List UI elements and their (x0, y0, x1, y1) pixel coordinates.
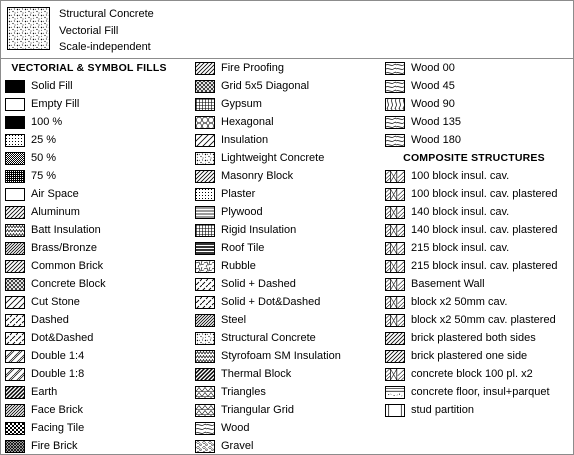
fill-item-label: Gypsum (221, 98, 262, 110)
fill-item-label: Facing Tile (31, 422, 85, 434)
fill-item-140-block-insul-cav[interactable] (384, 203, 574, 221)
fill-item-label: Common Brick (31, 260, 104, 272)
fill-swatch-icon (195, 188, 215, 201)
fill-item-label: Empty Fill (31, 98, 80, 110)
fill-swatch-icon (385, 314, 405, 327)
fill-swatch-icon (385, 224, 405, 237)
fill-item-face-brick[interactable] (4, 401, 194, 419)
fill-swatch-icon (195, 62, 215, 75)
fill-swatch-icon (5, 80, 25, 93)
fill-item-100-block-insul-cav-plastered[interactable] (384, 185, 574, 203)
fill-swatch-icon (195, 440, 215, 453)
fill-item-brick-plastered-one-side[interactable] (384, 347, 574, 365)
fill-item-label: Triangles (221, 386, 266, 398)
fill-item-label: Solid Fill (31, 80, 73, 92)
fill-item-solid-dot-dashed[interactable] (194, 293, 384, 311)
fill-item-dashed[interactable] (4, 311, 194, 329)
fill-item-rigid-insulation[interactable] (194, 221, 384, 239)
fill-item-concrete-block[interactable] (4, 275, 194, 293)
fill-item-50[interactable] (4, 149, 194, 167)
fill-item-label: Grid 5x5 Diagonal (221, 80, 310, 92)
fill-item-label: 215 block insul. cav. plastered (411, 260, 558, 272)
fill-item-label: Wood (221, 422, 250, 434)
fill-item-label: Wood 00 (411, 62, 455, 74)
fill-item-label: Face Brick (31, 404, 83, 416)
fill-item-label: Batt Insulation (31, 224, 101, 236)
fill-swatch-icon (195, 224, 215, 237)
fill-swatch-icon (195, 350, 215, 363)
fill-swatch-icon (195, 152, 215, 165)
fill-swatch-icon (195, 314, 215, 327)
fill-swatch-icon (385, 62, 405, 75)
composite-structures-header: COMPOSITE STRUCTURES (403, 152, 545, 164)
fill-item-fire-proofing[interactable] (194, 59, 384, 77)
preview-fill-type: Vectorial Fill (59, 24, 119, 37)
fill-swatch-icon (385, 296, 405, 309)
fill-item-wood-180[interactable] (384, 131, 574, 149)
fill-item-label: Gravel (221, 440, 254, 452)
preview-fill-name: Structural Concrete (59, 8, 154, 20)
fill-swatch-icon (385, 80, 405, 93)
fill-item-label: Dashed (31, 314, 69, 326)
fill-item-steel[interactable] (194, 311, 384, 329)
fill-item-label: Cut Stone (31, 296, 80, 308)
fill-item-label: 215 block insul. cav. (411, 242, 510, 254)
fill-item-label: Air Space (31, 188, 79, 200)
fill-item-label: Solid + Dot&Dashed (221, 296, 321, 308)
fill-column-2 (194, 59, 384, 455)
fill-swatch-icon (385, 386, 405, 399)
fill-item-label: Plaster (221, 188, 256, 200)
fill-item-solid-dashed[interactable] (194, 275, 384, 293)
fill-swatch-icon (195, 170, 215, 183)
fill-item-wood[interactable] (194, 419, 384, 437)
fill-item-rubble[interactable] (194, 257, 384, 275)
fill-swatch-icon (195, 116, 215, 129)
fill-swatch-icon (5, 386, 25, 399)
fill-swatch-icon (195, 80, 215, 93)
fill-swatch-icon (5, 368, 25, 381)
fill-swatch-icon (385, 332, 405, 345)
fill-item-label: 100 block insul. cav. plastered (411, 188, 558, 200)
fill-item-thermal-block[interactable] (194, 365, 384, 383)
fill-item-double-1-8[interactable] (4, 365, 194, 383)
fill-swatch-icon (5, 260, 25, 273)
fill-swatch-icon (385, 404, 405, 417)
fill-item-label: concrete floor, insul+parquet (411, 386, 550, 398)
fill-item-label: Solid + Dashed (221, 278, 296, 290)
fill-item-label: block x2 50mm cav. (411, 296, 508, 308)
fill-swatch-icon (195, 296, 215, 309)
fill-swatch-icon (5, 224, 25, 237)
fill-column-3 (384, 59, 574, 419)
fill-item-gypsum[interactable] (194, 95, 384, 113)
fill-swatch-icon (195, 368, 215, 381)
fill-item-label: Dot&Dashed (31, 332, 94, 344)
fill-item-label: Thermal Block (221, 368, 292, 380)
fill-item-earth[interactable] (4, 383, 194, 401)
fill-item-fire-brick[interactable] (4, 437, 194, 455)
vectorial-fills-header: VECTORIAL & SYMBOL FILLS (11, 62, 167, 74)
fill-swatch-icon (385, 206, 405, 219)
fill-item-dot-dashed[interactable] (4, 329, 194, 347)
fill-item-masonry-block[interactable] (194, 167, 384, 185)
fill-swatch-icon (385, 188, 405, 201)
fill-swatch-icon (195, 278, 215, 291)
fill-item-215-block-insul-cav-plastered[interactable] (384, 257, 574, 275)
fill-item-air-space[interactable] (4, 185, 194, 203)
fill-item-wood-45[interactable] (384, 77, 574, 95)
fill-item-double-1-4[interactable] (4, 347, 194, 365)
fill-item-insulation[interactable] (194, 131, 384, 149)
fill-item-100[interactable] (4, 113, 194, 131)
fill-swatch-icon (385, 350, 405, 363)
fill-item-styrofoam-sm-insulation[interactable] (194, 347, 384, 365)
fill-swatch-icon (385, 368, 405, 381)
fill-swatch-icon (5, 314, 25, 327)
fill-swatch-icon (195, 206, 215, 219)
fill-item-label: 50 % (31, 152, 57, 164)
fill-item-label: Wood 90 (411, 98, 455, 110)
fill-swatch-icon (5, 98, 25, 111)
fill-item-label: Roof Tile (221, 242, 265, 254)
fill-item-label: 100 % (31, 116, 63, 128)
fill-item-brass-bronze[interactable] (4, 239, 194, 257)
fill-item-label: brick plastered one side (411, 350, 528, 362)
fill-item-label: 100 block insul. cav. (411, 170, 510, 182)
preview-fill-scale: Scale-independent (59, 41, 151, 53)
fill-swatch-icon (5, 188, 25, 201)
fill-item-triangular-grid[interactable] (194, 401, 384, 419)
fill-item-100-block-insul-cav[interactable] (384, 167, 574, 185)
fill-swatch-icon (5, 296, 25, 309)
fill-item-75[interactable] (4, 167, 194, 185)
fill-item-215-block-insul-cav[interactable] (384, 239, 574, 257)
fill-item-label: Wood 180 (411, 134, 461, 146)
fill-item-plywood[interactable] (194, 203, 384, 221)
fill-item-label: Hexagonal (221, 116, 274, 128)
fill-item-roof-tile[interactable] (194, 239, 384, 257)
fill-item-label: 75 % (31, 170, 57, 182)
fill-item-label: Plywood (221, 206, 263, 218)
fill-swatch-icon (5, 332, 25, 345)
preview-swatch (7, 7, 50, 50)
fill-item-block-x2-50mm-cav-plastered[interactable] (384, 311, 574, 329)
fill-item-wood-00[interactable] (384, 59, 574, 77)
fill-item-plaster[interactable] (194, 185, 384, 203)
fill-item-label: Styrofoam SM Insulation (221, 350, 341, 362)
fill-swatch-icon (385, 98, 405, 111)
fill-swatch-icon (5, 152, 25, 165)
fill-item-label: Lightweight Concrete (221, 152, 325, 164)
fill-item-common-brick[interactable] (4, 257, 194, 275)
fill-item-wood-90[interactable] (384, 95, 574, 113)
fill-swatch-icon (195, 242, 215, 255)
fill-item-label: brick plastered both sides (411, 332, 536, 344)
fill-swatch-icon (195, 260, 215, 273)
fill-item-label: Fire Proofing (221, 62, 284, 74)
fill-item-solid-fill[interactable] (4, 77, 194, 95)
fill-swatch-icon (195, 422, 215, 435)
fill-swatch-icon (5, 206, 25, 219)
fill-swatch-icon (5, 116, 25, 129)
fill-item-label: concrete block 100 pl. x2 (411, 368, 533, 380)
fill-swatch-icon (5, 422, 25, 435)
fill-item-label: Rigid Insulation (221, 224, 297, 236)
fill-swatch-icon (5, 242, 25, 255)
fill-item-block-x2-50mm-cav[interactable] (384, 293, 574, 311)
fill-item-label: Concrete Block (31, 278, 106, 290)
fill-item-brick-plastered-both-sides[interactable] (384, 329, 574, 347)
fill-item-label: Brass/Bronze (31, 242, 98, 254)
fill-column-1 (4, 59, 194, 455)
fill-item-cut-stone[interactable] (4, 293, 194, 311)
fill-item-hexagonal[interactable] (194, 113, 384, 131)
fill-item-label: Basement Wall (411, 278, 485, 290)
fill-swatch-icon (385, 170, 405, 183)
fill-item-stud-partition[interactable] (384, 401, 574, 419)
fill-item-label: Earth (31, 386, 58, 398)
fill-swatch-icon (385, 134, 405, 147)
fill-swatch-icon (195, 404, 215, 417)
fill-item-label: Masonry Block (221, 170, 294, 182)
fill-item-label: block x2 50mm cav. plastered (411, 314, 556, 326)
fill-swatch-icon (5, 350, 25, 363)
fill-swatch-icon (5, 134, 25, 147)
fill-item-gravel[interactable] (194, 437, 384, 455)
fill-swatch-icon (195, 134, 215, 147)
fill-swatch-icon (385, 278, 405, 291)
fill-item-label: Triangular Grid (221, 404, 294, 416)
fill-item-label: Insulation (221, 134, 269, 146)
fill-item-label: 25 % (31, 134, 57, 146)
fill-item-basement-wall[interactable] (384, 275, 574, 293)
fill-swatch-icon (5, 170, 25, 183)
fill-swatch-icon (195, 386, 215, 399)
fill-swatch-icon (5, 440, 25, 453)
fill-swatch-icon (195, 332, 215, 345)
fill-item-wood-135[interactable] (384, 113, 574, 131)
fill-item-label: Double 1:8 (31, 368, 85, 380)
fill-item-batt-insulation[interactable] (4, 221, 194, 239)
fill-item-label: Aluminum (31, 206, 80, 218)
fill-item-label: Rubble (221, 260, 256, 272)
fill-item-label: Double 1:4 (31, 350, 85, 362)
fill-swatch-icon (385, 242, 405, 255)
fill-item-label: Wood 135 (411, 116, 461, 128)
fill-swatch-icon (385, 116, 405, 129)
fill-item-label: stud partition (411, 404, 474, 416)
fill-item-structural-concrete[interactable] (194, 329, 384, 347)
fill-item-aluminum[interactable] (4, 203, 194, 221)
fill-item-label: 140 block insul. cav. (411, 206, 510, 218)
fill-item-140-block-insul-cav-plastered[interactable] (384, 221, 574, 239)
fill-item-label: 140 block insul. cav. plastered (411, 224, 558, 236)
fill-item-grid-5x5-diagonal[interactable] (194, 77, 384, 95)
fill-item-concrete-block-100-pl-x2[interactable] (384, 365, 574, 383)
fill-preview (1, 1, 573, 59)
fill-item-empty-fill[interactable] (4, 95, 194, 113)
fill-item-triangles[interactable] (194, 383, 384, 401)
fill-swatch-icon (5, 278, 25, 291)
fill-swatch-icon (5, 404, 25, 417)
fill-item-label: Fire Brick (31, 440, 78, 452)
fill-item-label: Structural Concrete (221, 332, 316, 344)
fill-item-label: Wood 45 (411, 80, 455, 92)
fill-item-concrete-floor-insul-parquet[interactable] (384, 383, 574, 401)
fill-item-facing-tile[interactable] (4, 419, 194, 437)
fill-item-lightweight-concrete[interactable] (194, 149, 384, 167)
fill-item-25[interactable] (4, 131, 194, 149)
fill-swatch-icon (195, 98, 215, 111)
fill-item-label: Steel (221, 314, 247, 326)
fill-swatch-icon (385, 260, 405, 273)
